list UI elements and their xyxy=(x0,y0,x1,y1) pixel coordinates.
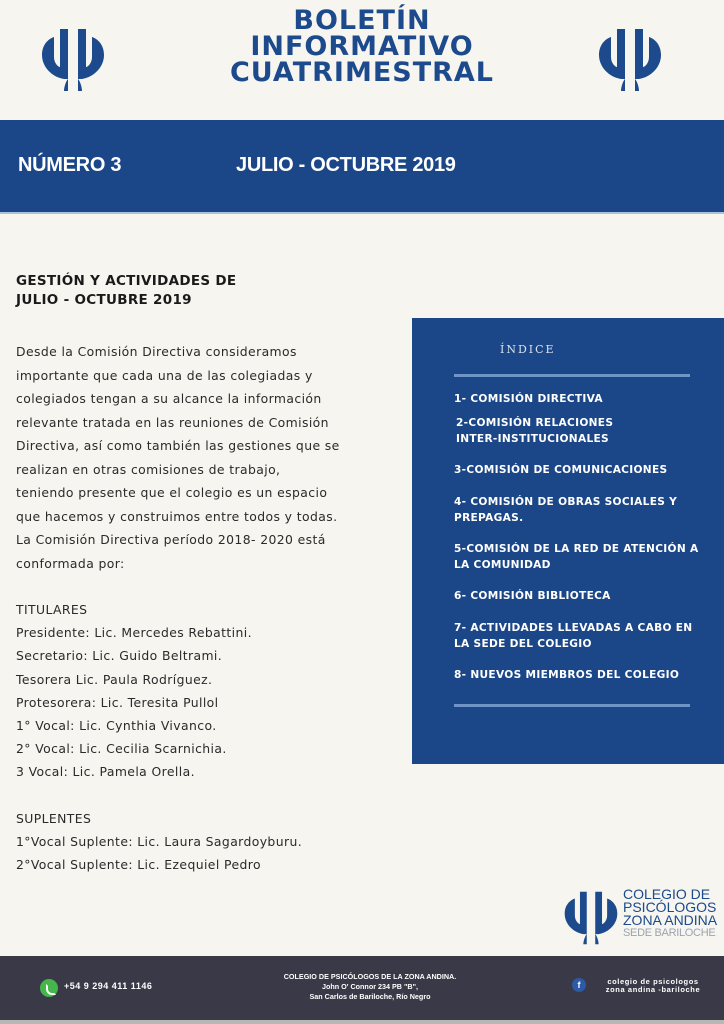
index-item[interactable] xyxy=(454,620,692,652)
footer xyxy=(0,956,724,1024)
index-item[interactable] xyxy=(456,415,613,447)
member-line: 1°Vocal Suplente: Lic. Laura Sagardoyburu. xyxy=(16,834,303,850)
index-item[interactable] xyxy=(454,588,611,604)
paragraph-line: relevante tratada en las reuniones de Comisión xyxy=(16,414,329,430)
index-item[interactable] xyxy=(454,391,603,407)
member-line: Protesorera: Lic. Teresita Pullol xyxy=(16,694,219,710)
index-item[interactable] xyxy=(454,494,677,526)
titulares-label: TITULARES xyxy=(16,602,88,617)
brand-line: PSICÓLOGOS xyxy=(623,899,717,915)
index-item-line: LA COMUNIDAD xyxy=(454,559,551,571)
index-item[interactable] xyxy=(454,462,667,478)
title-line: BOLETÍN xyxy=(293,5,431,36)
social-line: colegio de psicologos xyxy=(607,977,699,986)
index-item-line: INTER-INSTITUCIONALES xyxy=(456,433,609,445)
index-item-line: 4- COMISIÓN DE OBRAS SOCIALES Y xyxy=(454,496,678,508)
address-line: John O' Connor 234 PB "B", xyxy=(322,982,418,991)
index-item[interactable] xyxy=(454,667,679,683)
heading-line: GESTIÓN Y ACTIVIDADES DE xyxy=(16,273,237,289)
paragraph-line: colegiados tengan a su alcance la información xyxy=(16,391,322,406)
index-item[interactable] xyxy=(454,541,699,573)
psi-logo-icon xyxy=(597,27,663,93)
whatsapp-icon[interactable] xyxy=(40,979,58,997)
heading-line: JULIO - OCTUBRE 2019 xyxy=(16,292,192,308)
paragraph-line: conformada por: xyxy=(16,555,125,571)
facebook-icon[interactable]: f xyxy=(572,978,586,992)
index-item-line: 3-COMISIÓN DE COMUNICACIONES xyxy=(454,464,668,476)
psi-logo-icon xyxy=(563,890,619,946)
psi-logo-icon xyxy=(40,27,106,93)
brand-line: SEDE BARILOCHE xyxy=(623,927,716,939)
address-line: San Carlos de Bariloche, Río Negro xyxy=(309,992,431,1001)
paragraph-line: importante que cada una de las colegiadas y xyxy=(16,367,313,383)
paragraph-line: Directiva, así como también las gestiones que se xyxy=(16,438,340,453)
address-line: COLEGIO DE PSICÓLOGOS DE LA ZONA ANDINA. xyxy=(283,972,457,981)
newsletter-title xyxy=(200,5,524,88)
paragraph-line: Desde la Comisión Directiva consideramos xyxy=(16,344,297,359)
member-line: 3 Vocal: Lic. Pamela Orella. xyxy=(16,764,195,780)
phone-number[interactable]: +54 9 294 411 1146 xyxy=(64,981,153,991)
paragraph-line: realizan en otras comisiones de trabajo, xyxy=(16,461,281,477)
suplentes-label: SUPLENTES xyxy=(16,810,92,826)
issue-period: JULIO - OCTUBRE 2019 xyxy=(236,154,456,176)
paragraph-line: La Comisión Directiva período 2018- 2020 está xyxy=(16,532,326,547)
index-item-line: 2-COMISIÓN RELACIONES xyxy=(456,417,614,429)
article-paragraph xyxy=(16,340,346,575)
article-heading xyxy=(16,272,236,310)
paragraph-line: que hacemos y construimos entre todos y todas. xyxy=(16,508,338,524)
index-item-line: 1- COMISIÓN DIRECTIVA xyxy=(454,393,603,405)
issue-number: NÚMERO 3 xyxy=(18,154,122,176)
index-panel xyxy=(412,318,724,764)
index-item-line: 6- COMISIÓN BIBLIOTECA xyxy=(454,590,611,602)
title-line: CUATRIMESTRAL xyxy=(229,57,495,88)
index-item-line: PREPAGAS. xyxy=(454,512,524,524)
member-line: 1° Vocal: Lic. Cynthia Vivanco. xyxy=(16,718,217,734)
issue-band xyxy=(0,120,724,214)
title-line: INFORMATIVO xyxy=(250,31,474,62)
index-item-line: 8- NUEVOS MIEMBROS DEL COLEGIO xyxy=(454,669,680,681)
divider xyxy=(454,704,690,707)
brand-line: COLEGIO DE xyxy=(623,886,711,902)
member-line: Presidente: Lic. Mercedes Rebattini. xyxy=(16,625,252,641)
member-line: Tesorera Lic. Paula Rodríguez. xyxy=(16,671,213,687)
divider xyxy=(454,374,690,377)
index-item-line: LA SEDE DEL COLEGIO xyxy=(454,638,592,650)
address xyxy=(250,972,490,1002)
index-item-line: 5-COMISIÓN DE LA RED DE ATENCIÓN A xyxy=(454,543,699,555)
social-line: zona andina -bariloche xyxy=(605,985,701,994)
index-item-line: 7- ACTIVIDADES LLEVADAS A CABO EN xyxy=(454,622,693,634)
board-members xyxy=(16,598,302,876)
index-title: ÍNDICE xyxy=(500,343,556,356)
paragraph-line: teniendo presente que el colegio es un espacio xyxy=(16,485,328,500)
brand-text xyxy=(623,888,717,940)
spacer xyxy=(16,784,302,807)
member-line: 2°Vocal Suplente: Lic. Ezequiel Pedro xyxy=(16,857,261,873)
brand-line: ZONA ANDINA xyxy=(623,912,718,928)
facebook-page[interactable] xyxy=(598,978,708,994)
member-line: 2° Vocal: Lic. Cecilia Scarnichia. xyxy=(16,741,227,757)
member-line: Secretario: Lic. Guido Beltrami. xyxy=(16,648,223,664)
